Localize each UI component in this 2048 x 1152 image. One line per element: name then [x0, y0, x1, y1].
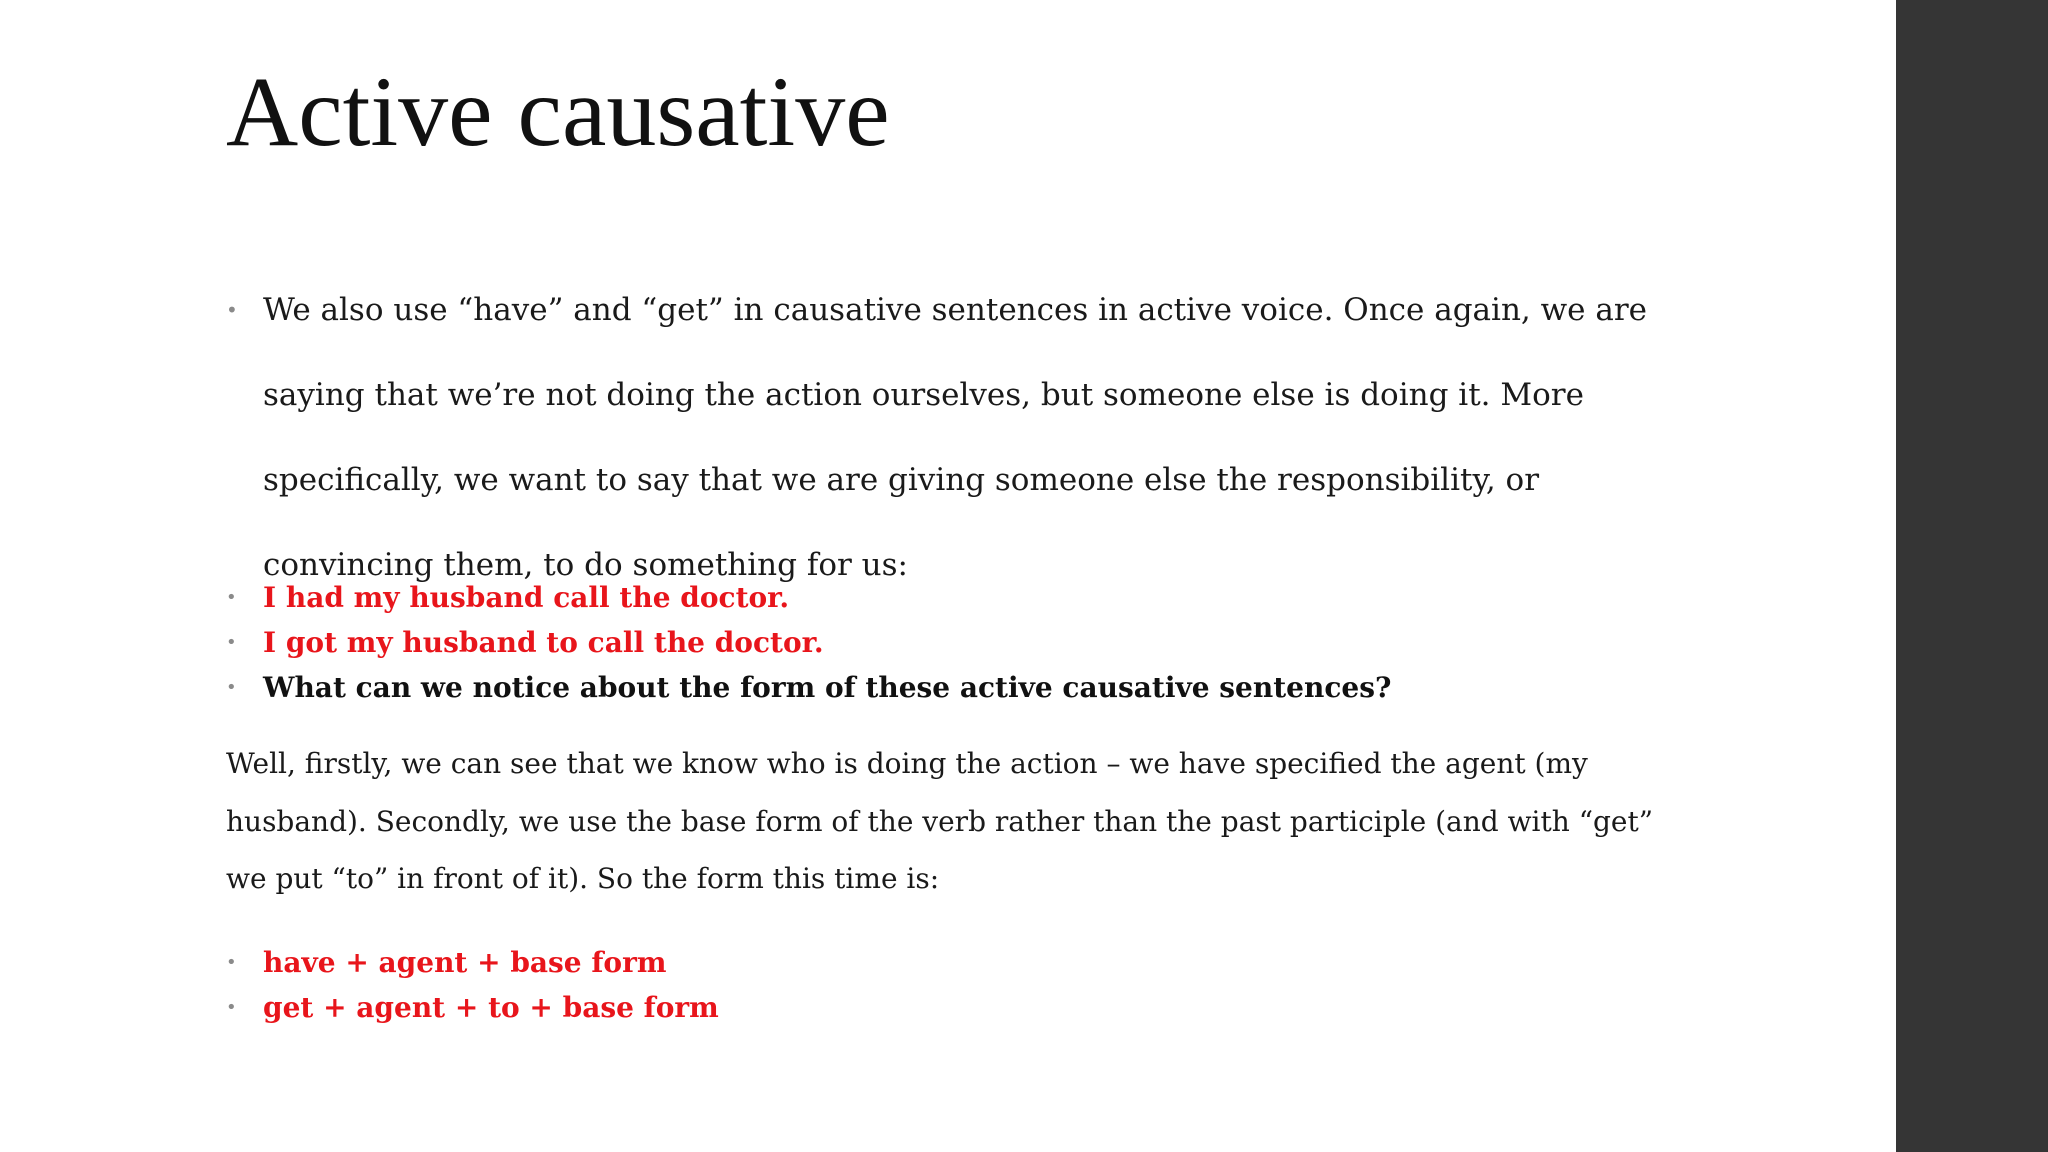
question-text: What can we notice about the form of these active causative sentences?: [263, 671, 1392, 704]
explanation-paragraph: Well, firstly, we can see that we know who is doing the action – we have specified the agent (my husband). Secondly, we use the base form of the verb rather than the past participle (and with “get” we put “to” in front of it). So the form this time is:: [226, 747, 1654, 895]
bullet-icon: •: [226, 587, 237, 608]
form-bullet-get: [226, 985, 1666, 1030]
example-bullet-got: [226, 620, 1666, 665]
form-bullet-have: [226, 940, 1666, 985]
slide-title: Active causative: [226, 56, 890, 167]
form-text: get + agent + to + base form: [263, 991, 719, 1024]
form-text: have + agent + base form: [263, 946, 667, 979]
bullet-icon: •: [226, 997, 237, 1018]
question-bullet: [226, 665, 1666, 710]
intro-text: We also use “have” and “get” in causative sentences in active voice. Once again, we are saying that we’re not doing the action ourselves, but someone else is doing it. More specifically, we want to say that we are giving someone else the responsibility, or convincing them, to do something for us:: [263, 292, 1647, 583]
bullet-icon: •: [226, 632, 237, 653]
bullet-icon: •: [226, 298, 238, 322]
bullet-icon: •: [226, 952, 237, 973]
example-bullet-had: [226, 575, 1666, 620]
example-text: I got my husband to call the doctor.: [263, 626, 824, 659]
intro-bullet: [226, 268, 1666, 608]
side-bar: [1896, 0, 2048, 1152]
example-text: I had my husband call the doctor.: [263, 581, 790, 614]
bullet-icon: •: [226, 677, 237, 698]
